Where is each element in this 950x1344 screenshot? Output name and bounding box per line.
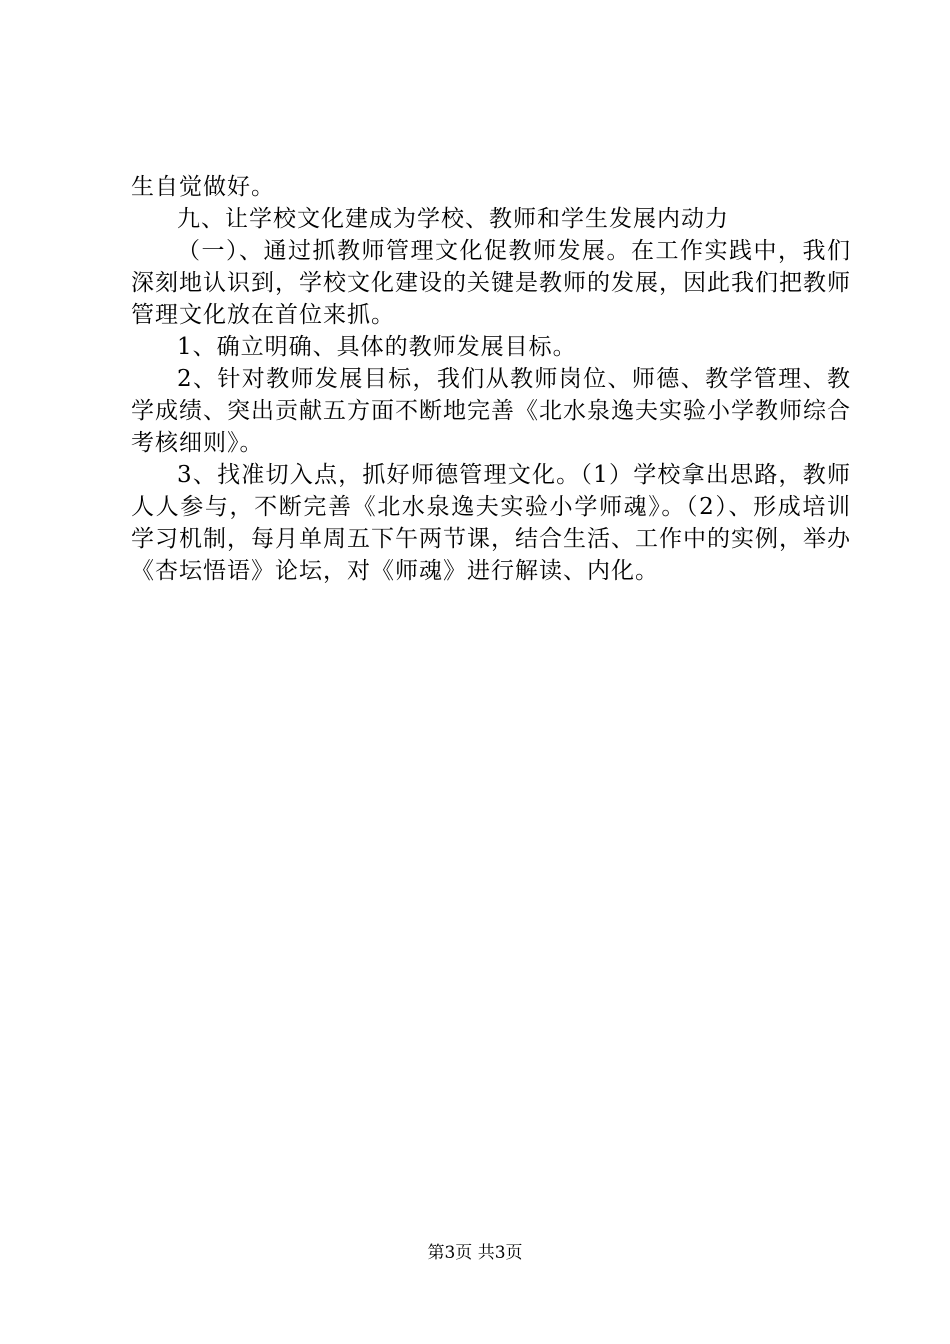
- paragraph-item-3: 3、找准切入点，抓好师德管理文化。（1）学校拿出思路，教师人人参与，不断完善《北水泉逸夫实验小学师魂》。（2）、形成培训学习机制，每月单周五下午两节课，结合生活、工作中的实例，举办《杏坛悟语》论坛，对《师魂》进行解读、内化。: [131, 462, 851, 584]
- document-body: [131, 171, 851, 587]
- section-heading-nine: 九、让学校文化建成为学校、教师和学生发展内动力: [177, 206, 729, 232]
- page-footer: 第3页 共3页: [427, 1243, 523, 1263]
- paragraph-continuation: 生自觉做好。: [131, 174, 275, 200]
- paragraph-subsection-one: （一）、通过抓教师管理文化促教师发展。在工作实践中，我们深刻地认识到，学校文化建设的关键是教师的发展，因此我们把教师管理文化放在首位来抓。: [131, 238, 851, 328]
- paragraph-item-1: 1、确立明确、具体的教师发展目标。: [177, 334, 577, 360]
- paragraph-item-2: 2、针对教师发展目标，我们从教师岗位、师德、教学管理、教学成绩、突出贡献五方面不断地完善《北水泉逸夫实验小学教师综合考核细则》。: [131, 366, 851, 456]
